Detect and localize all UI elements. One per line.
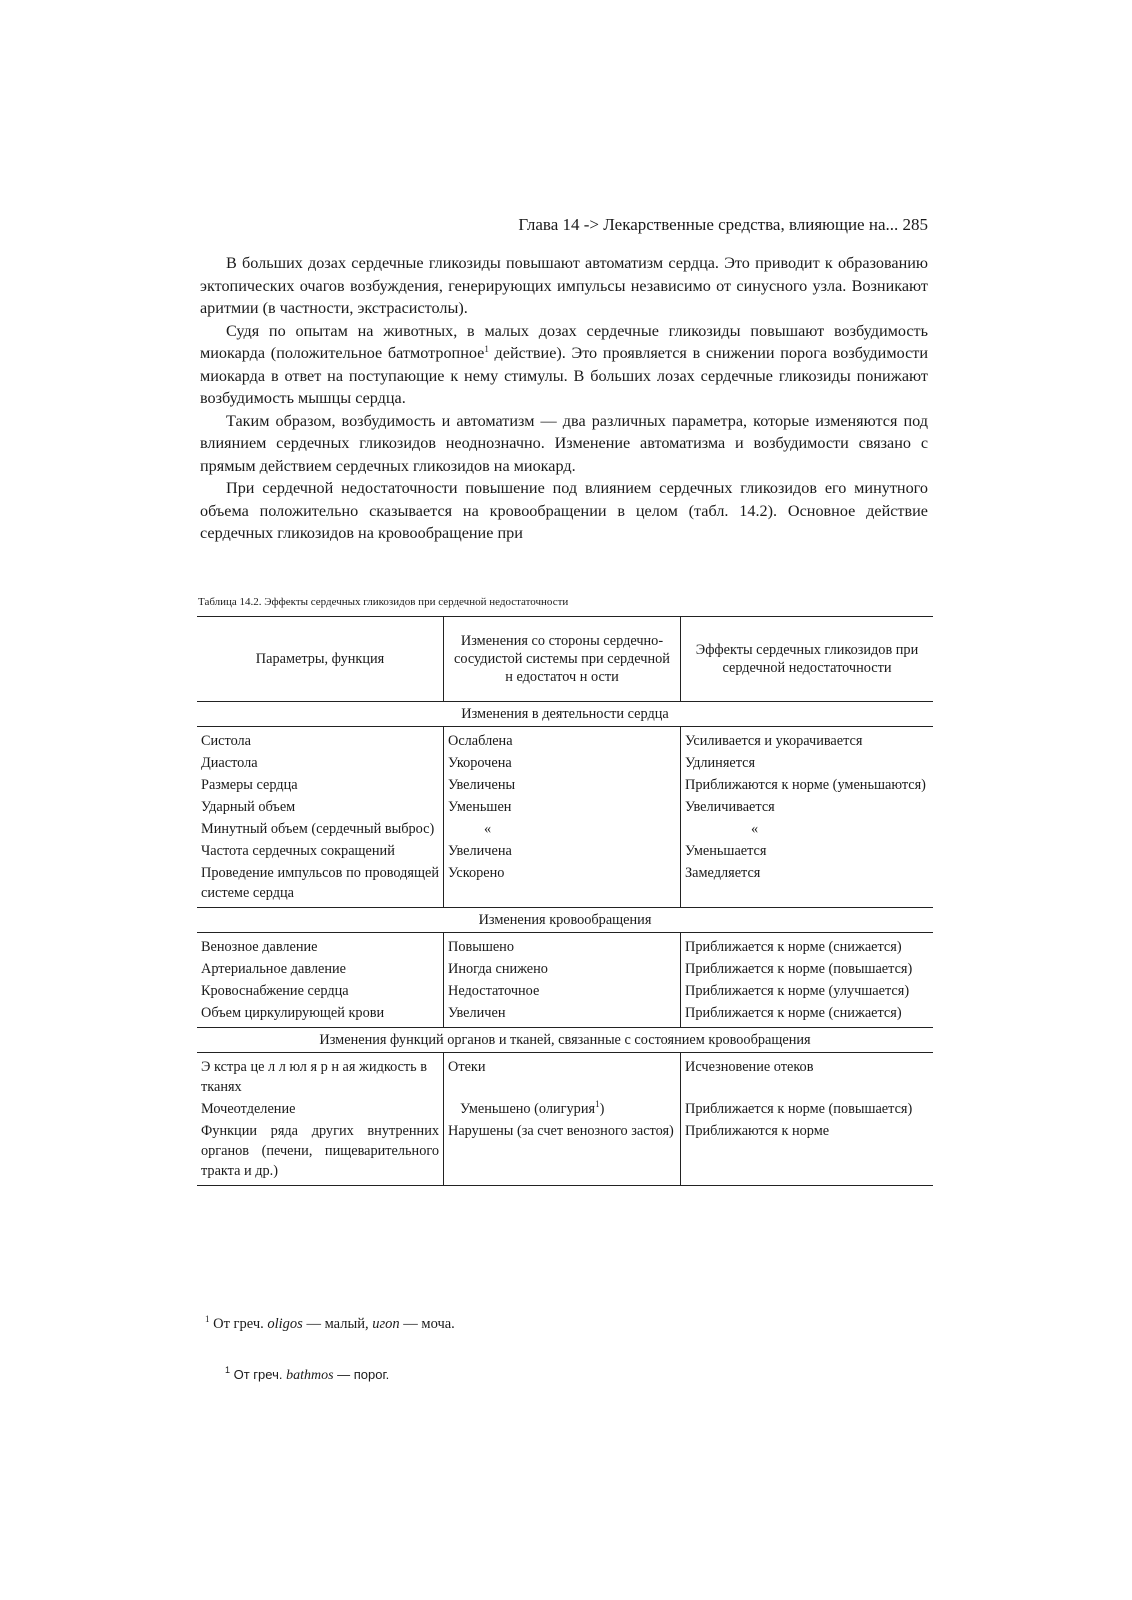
body-text bbox=[200, 252, 928, 545]
table-row bbox=[197, 1121, 933, 1186]
table-cell: Ударный объем bbox=[197, 797, 444, 819]
table-row bbox=[197, 1053, 933, 1100]
header-cell: Параметры, функция bbox=[197, 617, 444, 702]
table-cell: Артериальное давление bbox=[197, 959, 444, 981]
effects-table bbox=[197, 616, 933, 1186]
table-cell: Изменения кровообращения bbox=[197, 908, 933, 933]
table-header-row bbox=[197, 617, 933, 702]
table-cell: Диастола bbox=[197, 753, 444, 775]
table-row bbox=[197, 959, 933, 981]
table-cell: Недостаточное bbox=[444, 981, 681, 1003]
table-cell: Размеры сердца bbox=[197, 775, 444, 797]
table-row bbox=[197, 841, 933, 863]
table-row bbox=[197, 753, 933, 775]
table-caption: Таблица 14.2. Эффекты сердечных гликозидов при сердечной недостаточности bbox=[198, 596, 569, 608]
footnote-mark: 1 bbox=[595, 1099, 600, 1109]
table-cell: Усиливается и укорачивается bbox=[685, 733, 863, 749]
table-cell: « bbox=[444, 819, 681, 841]
running-header: Глава 14 -> Лекарственные средства, влияющие на... 285 bbox=[518, 215, 928, 234]
table-cell: Увеличена bbox=[444, 841, 681, 863]
table-cell: Удлиняется bbox=[685, 755, 756, 771]
table-cell: Приближается к норме (улучшается) bbox=[685, 983, 910, 999]
table-cell: Приближаются к норме bbox=[681, 1121, 934, 1186]
table-cell: Функции ряда других внутренних органов (печени, пищеварительного тракта и др.) bbox=[197, 1121, 444, 1186]
paragraph: В больших дозах сердечные гликозиды повышают автоматизм сердца. Это приводит к образованию эктопических очагов возбуждения, генерирующих импульсы независимо от синусного узла. Возникают аритмии (в частности, экстрасистолы). bbox=[200, 254, 928, 317]
table-cell: Увеличены bbox=[444, 775, 681, 797]
table-cell: Отеки bbox=[444, 1053, 681, 1100]
section-row bbox=[197, 908, 933, 933]
table-cell: Проведение импульсов по проводящей системе сердца bbox=[197, 863, 444, 908]
table-cell: Повышено bbox=[444, 933, 681, 960]
table-cell: Приближается к норме (повышается) bbox=[685, 961, 913, 977]
table-cell: Систола bbox=[197, 727, 444, 754]
table-cell: Изменения в деятельности сердца bbox=[197, 702, 933, 727]
table-row bbox=[197, 933, 933, 960]
table-cell: Приближается к норме (снижается) bbox=[685, 939, 902, 955]
table-cell: Замедляется bbox=[681, 863, 934, 908]
table-cell: Иногда снижено bbox=[444, 959, 681, 981]
table-cell: Э кстра це л л юл я р н ая жидкость в тканях bbox=[197, 1053, 444, 1100]
table-cell: Увеличен bbox=[444, 1003, 681, 1028]
table-cell: Минутный объем (сердечный выброс) bbox=[197, 819, 444, 841]
table-footnote: $^1$ От греч. oligos — малый, игоп — моча. bbox=[205, 1314, 455, 1332]
table-cell: Исчезновение отеков bbox=[685, 1059, 814, 1075]
section-row bbox=[197, 1028, 933, 1053]
paragraph: Таким образом, возбудимость и автоматизм — два различных параметра, которые изменяются под влиянием сердечных гликозидов неоднозначно. Изменение автоматизма и возбудимости связано с прямым действием сердечных гликозидов на миокард. bbox=[200, 411, 928, 475]
table-row bbox=[197, 1099, 933, 1121]
table-row bbox=[197, 1003, 933, 1028]
paragraph: При сердечной недостаточности повышение под влиянием сердечных гликозидов его минутного объема положительно сказывается на кровообращении в целом (табл. 14.2). Основное действие сердечных гликозидов на кровообращение при bbox=[200, 479, 928, 542]
section-row bbox=[197, 702, 933, 727]
table-cell: Нарушены (за счет венозного застоя) bbox=[444, 1121, 681, 1186]
table-cell: Венозное давление bbox=[197, 933, 444, 960]
table-cell: Ускорено bbox=[444, 863, 681, 908]
table-row bbox=[197, 819, 933, 841]
footnote-mark: 1 bbox=[484, 344, 489, 354]
table-cell: « bbox=[751, 821, 759, 837]
table-cell: Ослаблена bbox=[444, 727, 681, 754]
table-cell: Приближается к норме (повышается) bbox=[685, 1101, 913, 1117]
header-cell: Эффекты сердечных гликозидов при сердечной недостаточности bbox=[681, 617, 934, 702]
paragraph: Судя по опытам на животных, в малых дозах сердечные гликозиды повышают возбудимость миокарда (положительное батмотропное$^1$ действие). Это проявляется в снижении порога возбудимости миокарда в ответ на поступающие к нему стимулы. В больших лозах сердечные гликозиды понижают возбудимость мышцы сердца. bbox=[200, 321, 928, 407]
table-row bbox=[197, 775, 933, 797]
table-cell: Приближается к норме (снижается) bbox=[681, 1003, 934, 1028]
table-cell: Укорочена bbox=[444, 753, 681, 775]
table-cell: Уменьшается bbox=[685, 843, 767, 859]
header-cell: Изменения со стороны сердечно-сосудистой системы при сердечной н едостаточ н ости bbox=[444, 617, 681, 702]
table-cell: Уменьшен bbox=[444, 797, 681, 819]
table-cell: Кровоснабжение сердца bbox=[197, 981, 444, 1003]
table-cell: Увеличивается bbox=[685, 799, 775, 815]
oliguria-cell: Уменьшено (олигурия$^1$) bbox=[444, 1099, 681, 1121]
table-cell: Мочеотделение bbox=[197, 1099, 444, 1121]
table-row bbox=[197, 863, 933, 908]
table-row bbox=[197, 797, 933, 819]
table-row bbox=[197, 981, 933, 1003]
table-cell: Объем циркулирующей крови bbox=[197, 1003, 444, 1028]
table-cell: Частота сердечных сокращений bbox=[197, 841, 444, 863]
table-cell: Изменения функций органов и тканей, связанные с состоянием кровообращения bbox=[197, 1028, 933, 1053]
page-footnote: $^1$ От греч. bathmos — порог. bbox=[225, 1365, 390, 1383]
table-cell: Приближаются к норме (уменьшаются) bbox=[685, 777, 926, 793]
table-row bbox=[197, 727, 933, 754]
